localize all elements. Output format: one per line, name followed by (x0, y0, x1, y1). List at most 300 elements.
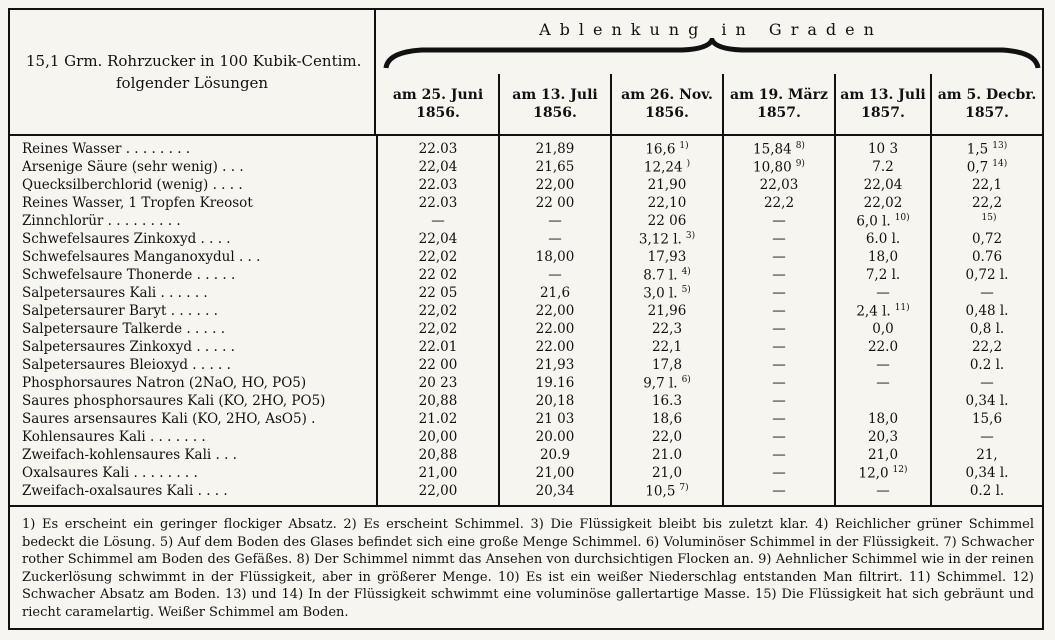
deflection-value: — (772, 339, 786, 355)
deflection-cell (500, 411, 610, 427)
deflection-value: 0.2 l. (969, 357, 1005, 373)
deflection-value: 0.76 (971, 249, 1003, 265)
deflection-value: 22.01 (418, 339, 458, 355)
footnote-marker: 8) (795, 141, 805, 151)
deflection-value: 21,00 (418, 465, 458, 481)
deflection-value: 7,2 l. (865, 267, 901, 283)
deflection-cell (378, 249, 498, 265)
deflection-cell (836, 141, 930, 157)
header-rule (10, 134, 1042, 136)
deflection-value: 22 02 (418, 267, 458, 283)
deflection-cell (378, 303, 498, 319)
deflection-value: 20,3 (867, 429, 899, 445)
deflection-value: 0,34 l. (965, 393, 1009, 409)
deflection-value: 8.7 l. (643, 267, 678, 284)
deflection-value: 10,80 (753, 159, 792, 176)
table-row (10, 159, 1042, 177)
date-header-6 (932, 74, 1042, 134)
deflection-cell (932, 159, 1042, 176)
footnote-marker: 14) (992, 159, 1008, 169)
table-row (10, 393, 1042, 411)
deflection-cell (378, 213, 498, 229)
deflection-cell (836, 375, 930, 391)
deflection-cell (612, 411, 722, 427)
deflection-value: 21,0 (651, 465, 683, 481)
deflection-cell (378, 411, 498, 427)
deflection-value: 17,93 (647, 249, 687, 265)
deflection-cell (500, 195, 610, 211)
deflection-value: 22.03 (418, 141, 458, 157)
deflection-cell (724, 321, 834, 337)
deflection-value: 20,88 (418, 447, 458, 463)
solution-name: Zinnchlorür . . . . . . . . . (22, 213, 181, 229)
deflection-cell (836, 195, 930, 211)
deflection-cell (932, 303, 1042, 319)
deflection-cell (612, 393, 722, 409)
deflection-value: 22,00 (418, 483, 458, 499)
deflection-cell (932, 195, 1042, 211)
deflection-cell (836, 285, 930, 301)
deflection-value: — (772, 411, 786, 427)
deflection-cell (500, 231, 610, 247)
row-header-title (10, 10, 376, 134)
deflection-cell (612, 375, 722, 392)
deflection-cell (500, 267, 610, 283)
row-header-line-1: 15,1 Grm. Rohrzucker in 100 Kubik-Centim. (26, 52, 362, 70)
solution-name: Salpetersaures Kali . . . . . . (22, 285, 208, 301)
deflection-cell (378, 195, 498, 211)
deflection-value: 20,18 (535, 393, 575, 409)
footnote-marker: ) (686, 159, 691, 169)
solution-name: Schwefelsaures Manganoxydul . . . (22, 249, 261, 265)
deflection-value: 20,00 (418, 429, 458, 445)
solution-name: Saures arsensaures Kali (KO, 2HO, AsO5) . (22, 411, 316, 427)
deflection-value: — (772, 267, 786, 283)
deflection-cell (836, 429, 930, 445)
deflection-value: 21,0 (867, 447, 899, 463)
deflection-cell (612, 267, 722, 284)
solution-name: Arsenige Säure (sehr wenig) . . . (22, 159, 244, 175)
deflection-cell (724, 141, 834, 158)
footnote-marker: 1) (679, 141, 689, 151)
footnote-marker: 4) (681, 267, 691, 277)
table-row (10, 375, 1042, 393)
solution-name: Phosphorsaures Natron (2NaO, HO, PO5) (22, 375, 307, 391)
deflection-cell (378, 267, 498, 283)
deflection-value: — (980, 375, 994, 391)
solution-name: Quecksilberchlorid (wenig) . . . . (22, 177, 243, 193)
deflection-value: 0,7 (966, 159, 989, 176)
deflection-cell (836, 249, 930, 265)
date-header-3 (612, 74, 722, 134)
solution-name: Salpetersaures Zinkoxyd . . . . . (22, 339, 235, 355)
footnote-marker: 7) (679, 483, 689, 493)
deflection-value: — (876, 285, 890, 301)
deflection-value: 22,0 (651, 429, 683, 445)
deflection-value: 16,6 (645, 141, 676, 158)
deflection-value: 15,6 (971, 411, 1003, 427)
deflection-cell (724, 483, 834, 499)
deflection-cell (378, 357, 498, 373)
deflection-cell (500, 483, 610, 499)
deflection-value: — (772, 231, 786, 247)
deflection-cell (378, 285, 498, 301)
deflection-value: 22.0 (867, 339, 899, 355)
deflection-value: 20,34 (535, 483, 575, 499)
deflection-cell (932, 141, 1042, 158)
deflection-cell (836, 303, 930, 320)
deflection-value: 3,12 l. (638, 231, 682, 248)
date-header-day: am 5. Decbr. (937, 87, 1037, 103)
table-row (10, 267, 1042, 285)
deflection-value: 18,00 (535, 249, 575, 265)
deflection-cell (724, 375, 834, 391)
deflection-cell (612, 447, 722, 463)
deflection-cell (836, 447, 930, 463)
footnote-marker: 12) (892, 465, 908, 475)
deflection-cell (724, 447, 834, 463)
deflection-value: 21,93 (535, 357, 575, 373)
solution-name: Reines Wasser, 1 Tropfen Kreosot (22, 195, 253, 211)
table-row (10, 483, 1042, 501)
deflection-cell (932, 231, 1042, 247)
deflection-cell (932, 267, 1042, 283)
solution-name: Zweifach-oxalsaures Kali . . . . (22, 483, 228, 499)
deflection-value: 12,24 (643, 159, 683, 176)
table-row (10, 321, 1042, 339)
deflection-value: 22,2 (971, 339, 1003, 355)
deflection-value: 18,0 (867, 411, 899, 427)
deflection-cell (836, 411, 930, 427)
deflection-value: 10,5 (645, 483, 676, 500)
deflection-cell (836, 339, 930, 355)
deflection-value: 0,8 l. (969, 321, 1005, 337)
deflection-cell (932, 321, 1042, 337)
deflection-cell (932, 285, 1042, 301)
deflection-value: — (548, 267, 562, 283)
deflection-value: 18,0 (867, 249, 899, 265)
deflection-cell (724, 429, 834, 445)
deflection-cell (378, 321, 498, 337)
table-row (10, 357, 1042, 375)
solution-name: Kohlensaures Kali . . . . . . . (22, 429, 206, 445)
body-rule (10, 505, 1042, 507)
column-group-title: Ablenkung in Graden (539, 20, 883, 39)
deflection-value: 6.0 l. (865, 231, 901, 247)
deflection-cell (500, 429, 610, 445)
deflection-value: 21, (976, 447, 998, 463)
deflection-cell (500, 465, 610, 481)
solution-name: Salpetersaurer Baryt . . . . . . (22, 303, 218, 319)
deflection-value: 0,72 l. (965, 267, 1009, 283)
date-header-year: 1857. (965, 105, 1009, 121)
deflection-value: 17,8 (651, 357, 683, 373)
table-row (10, 249, 1042, 267)
table-row (10, 177, 1042, 195)
deflection-cell (612, 429, 722, 445)
deflection-value: 9,7 l. (643, 375, 678, 392)
deflection-cell (378, 393, 498, 409)
deflection-value: 22,2 (763, 195, 795, 211)
date-header-year: 1857. (757, 105, 801, 121)
deflection-value: 15,84 (753, 141, 792, 158)
table-row (10, 231, 1042, 249)
deflection-cell (612, 231, 722, 248)
deflection-value: 21.02 (418, 411, 458, 427)
deflection-value: 22.00 (535, 339, 575, 355)
deflection-cell (500, 321, 610, 337)
deflection-value: 22 06 (647, 213, 687, 229)
deflection-cell (378, 159, 498, 175)
table-row (10, 447, 1042, 465)
deflection-value: 22,2 (971, 195, 1003, 211)
deflection-cell (932, 465, 1042, 481)
deflection-value: — (772, 213, 786, 229)
deflection-cell (612, 159, 722, 176)
solution-name: Salpetersaure Talkerde . . . . . (22, 321, 226, 337)
deflection-value: 20,88 (418, 393, 458, 409)
table-row (10, 195, 1042, 213)
table-row (10, 429, 1042, 447)
deflection-cell (724, 267, 834, 283)
deflection-cell (836, 483, 930, 499)
deflection-cell (932, 447, 1042, 463)
deflection-value: — (772, 357, 786, 373)
deflection-cell (612, 339, 722, 355)
table-row (10, 213, 1042, 231)
deflection-value: 22,02 (863, 195, 903, 211)
deflection-value: 16.3 (651, 393, 683, 409)
deflection-cell (724, 303, 834, 319)
deflection-cell (500, 213, 610, 229)
deflection-value: 22,03 (759, 177, 799, 193)
table-frame (8, 8, 1044, 630)
deflection-value: 21.0 (651, 447, 683, 463)
deflection-value: 10 3 (867, 141, 899, 157)
deflection-value: 22 00 (535, 195, 575, 211)
deflection-value: 22,00 (535, 303, 575, 319)
deflection-value: 22,1 (971, 177, 1003, 193)
deflection-value: 20 23 (418, 375, 458, 391)
deflection-value: — (772, 375, 786, 391)
deflection-value: — (431, 213, 445, 229)
deflection-value: 0,0 (872, 321, 894, 337)
date-header-2 (500, 74, 610, 134)
deflection-cell (500, 303, 610, 319)
deflection-value: — (548, 213, 562, 229)
date-header-day: am 13. Juli (512, 87, 598, 103)
deflection-cell (500, 393, 610, 409)
deflection-cell (932, 429, 1042, 445)
deflection-value: 22,04 (418, 159, 458, 175)
deflection-value: — (772, 429, 786, 445)
deflection-cell (378, 231, 498, 247)
deflection-value: 22 00 (418, 357, 458, 373)
deflection-cell (612, 321, 722, 337)
deflection-cell (378, 375, 498, 391)
deflection-value: 22.03 (418, 195, 458, 211)
deflection-cell (500, 339, 610, 355)
deflection-value: 7.2 (872, 159, 894, 175)
deflection-cell (724, 213, 834, 229)
deflection-value: 6,0 l. (856, 213, 891, 230)
footnote-marker: 10) (894, 213, 910, 223)
solution-name: Reines Wasser . . . . . . . . (22, 141, 191, 157)
deflection-value: — (548, 231, 562, 247)
deflection-cell (724, 195, 834, 211)
deflection-cell (612, 483, 722, 500)
deflection-value: 22,02 (418, 303, 458, 319)
deflection-cell (932, 393, 1042, 409)
deflection-value: 22,1 (651, 339, 683, 355)
footnote-marker: 13) (992, 141, 1008, 151)
deflection-cell (836, 213, 930, 230)
deflection-cell (500, 177, 610, 193)
deflection-cell (500, 447, 610, 463)
deflection-value: 20.00 (535, 429, 575, 445)
footnote-marker: 15) (981, 213, 997, 223)
date-header-day: am 26. Nov. (621, 87, 713, 103)
deflection-value: — (876, 483, 890, 499)
deflection-value: — (772, 249, 786, 265)
deflection-cell (724, 465, 834, 481)
deflection-cell (932, 177, 1042, 193)
deflection-cell (378, 483, 498, 499)
deflection-value: 22,02 (418, 249, 458, 265)
deflection-value: — (980, 429, 994, 445)
deflection-value: — (876, 375, 890, 391)
deflection-cell (932, 483, 1042, 499)
table-row (10, 465, 1042, 483)
deflection-cell (500, 159, 610, 175)
deflection-cell (612, 285, 722, 302)
deflection-value: 21,65 (535, 159, 575, 175)
deflection-value: — (772, 285, 786, 301)
deflection-cell (932, 357, 1042, 373)
solution-name: Schwefelsaure Thonerde . . . . . (22, 267, 236, 283)
deflection-value: 19.16 (535, 375, 575, 391)
deflection-cell (836, 159, 930, 175)
deflection-value: 22,04 (863, 177, 903, 193)
deflection-cell (836, 357, 930, 373)
table-row (10, 141, 1042, 159)
deflection-value: 22 05 (418, 285, 458, 301)
deflection-value: 22.03 (418, 177, 458, 193)
date-header-year: 1856. (645, 105, 689, 121)
deflection-value: 2,4 l. (856, 303, 891, 320)
deflection-value: — (772, 483, 786, 499)
deflection-cell (724, 357, 834, 373)
deflection-cell (932, 411, 1042, 427)
deflection-cell (836, 321, 930, 337)
table-row (10, 411, 1042, 429)
deflection-cell (724, 285, 834, 301)
deflection-value: — (772, 393, 786, 409)
deflection-cell (724, 177, 834, 193)
deflection-cell (612, 249, 722, 265)
deflection-value: 21 03 (535, 411, 575, 427)
solution-name: Schwefelsaures Zinkoxyd . . . . (22, 231, 231, 247)
row-header-line-2: folgender Lösungen (116, 74, 269, 92)
deflection-value: 1,5 (966, 141, 989, 158)
deflection-value: 22,00 (535, 177, 575, 193)
deflection-cell (932, 249, 1042, 265)
deflection-value: 3,0 l. (643, 285, 678, 302)
deflection-value: 21,00 (535, 465, 575, 481)
date-header-4 (724, 74, 834, 134)
deflection-cell (612, 141, 722, 158)
deflection-value: — (772, 303, 786, 319)
footnote-marker: 6) (681, 375, 691, 385)
deflection-value: 21,6 (539, 285, 571, 301)
date-header-year: 1856. (416, 105, 460, 121)
deflection-value: 21,89 (535, 141, 575, 157)
deflection-cell (724, 249, 834, 265)
solution-name: Oxalsaures Kali . . . . . . . . (22, 465, 198, 481)
deflection-value: 18,6 (651, 411, 683, 427)
deflection-cell (836, 465, 930, 482)
date-header-1 (378, 74, 498, 134)
table-row (10, 303, 1042, 321)
deflection-cell (932, 339, 1042, 355)
deflection-cell (836, 177, 930, 193)
deflection-value: 21,90 (647, 177, 687, 193)
deflection-cell (500, 375, 610, 391)
deflection-value: 22,04 (418, 231, 458, 247)
deflection-value: — (980, 285, 994, 301)
deflection-value: 21,96 (647, 303, 687, 319)
deflection-value: 0.2 l. (969, 483, 1005, 499)
deflection-cell (612, 465, 722, 481)
deflection-value: — (772, 465, 786, 481)
deflection-cell (836, 231, 930, 247)
deflection-value: 12,0 (858, 465, 889, 482)
footnote-marker: 3) (685, 231, 696, 241)
deflection-value: 22,3 (651, 321, 683, 337)
deflection-cell (378, 339, 498, 355)
deflection-cell (378, 447, 498, 463)
table-row (10, 339, 1042, 357)
deflection-cell (500, 249, 610, 265)
date-header-5 (836, 74, 930, 134)
deflection-cell (612, 213, 722, 229)
footnote-marker: 5) (681, 285, 691, 295)
deflection-cell (500, 141, 610, 157)
deflection-value: 22,10 (647, 195, 687, 211)
deflection-value: 0,72 (971, 231, 1003, 247)
deflection-cell (378, 465, 498, 481)
deflection-cell (724, 231, 834, 247)
deflection-value: — (772, 447, 786, 463)
footnote-marker: 9) (795, 159, 805, 169)
deflection-cell (500, 357, 610, 373)
footnotes: 1) Es erscheint ein geringer flockiger Absatz. 2) Es erscheint Schimmel. 3) Die Flüssigkeit bleibt bis zuletzt klar. 4) Reichlicher grüner Schimmel bedeckt die Lösung. 5) Auf dem Boden des Glases befindet sich eine große Menge Schimmel. 6) Voluminöser Schimmel in der Flüssigkeit. 7) Schwacher rother Schimmel am Boden des Gefäßes. 8) Der Schimmel nimmt das Ansehen von durchsichtigen Flocken an. 9) Aehnlicher Schimmel wie in der reinen Zuckerlösung schwimmt in der Flüssigkeit, aber in größerer Menge. 10) Es ist ein weißer Niederschlag entstanden Man filtrirt. 11) Schimmel. 12) Schwacher Absatz am Boden. 13) und 14) In der Flüssigkeit schwimmt eine voluminöse gallertartige Masse. 15) Die Flüssigkeit hat sich gebräunt und riecht caramelartig. Weißer Schimmel am Boden. (22, 517, 1034, 620)
deflection-value: 20.9 (539, 447, 571, 463)
footnote-marker: 11) (894, 303, 910, 313)
deflection-cell (378, 141, 498, 157)
deflection-cell (724, 411, 834, 427)
deflection-cell (612, 195, 722, 211)
date-header-year: 1857. (861, 105, 905, 121)
solution-name: Zweifach-kohlensaures Kali . . . (22, 447, 237, 463)
deflection-cell (500, 285, 610, 301)
deflection-cell (724, 393, 834, 409)
deflection-cell (378, 177, 498, 193)
deflection-cell (932, 213, 1042, 230)
deflection-value: 0,48 l. (965, 303, 1009, 319)
deflection-cell (724, 159, 834, 176)
date-header-day: am 13. Juli (840, 87, 926, 103)
